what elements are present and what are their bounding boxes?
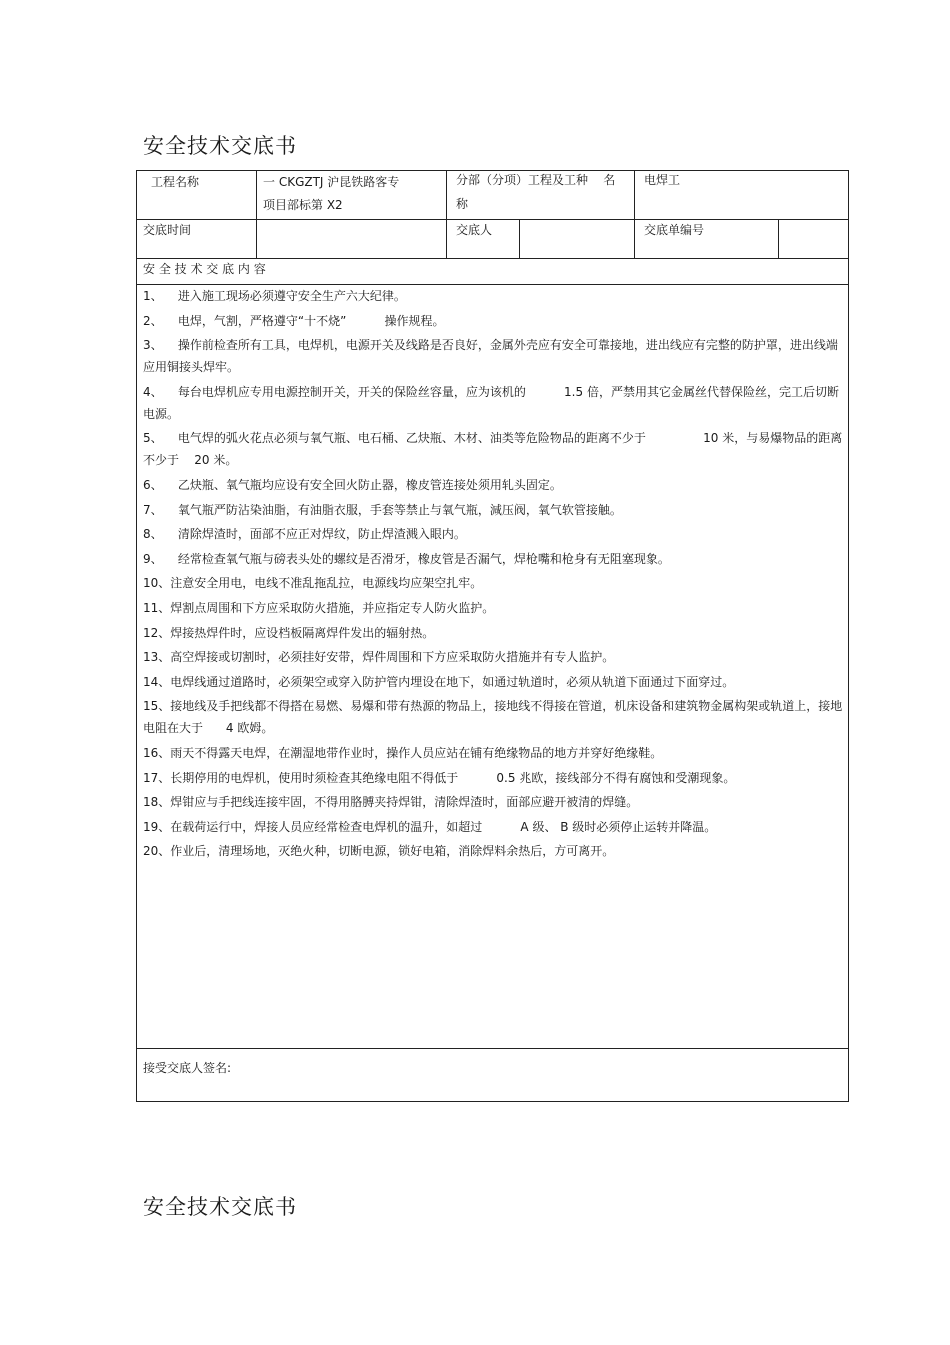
time-label: 交底时间 [143,223,192,237]
division-label-line1: 分部（分项）工程及工种 名 [456,173,616,187]
division-value: 电焊工 [644,173,681,187]
document-title: 安全技术交底书 [143,134,297,158]
list-item: 6、 乙炔瓶、氧气瓶均应设有安全回火防止器，橡皮管连接处须用轧头固定。 [143,477,562,492]
list-item: 2、 电焊，气割，严格遵守“十不烧” 操作规程。 [143,313,445,328]
person-label: 交底人 [456,223,493,237]
list-item: 4、 每台电焊机应专用电源控制开关，开关的保险丝容量，应为该机的 1.5 倍，严禁用其它金属丝代替保险丝，完工后切断电源。 [143,384,839,421]
list-item: 11、焊割点周围和下方应采取防火措施，并应指定专人防火监护。 [143,600,495,615]
project-name-value-line1: 一 CKGZTJ 沪昆铁路客专 [263,175,400,189]
row-divider [137,1048,848,1049]
col-divider [634,171,635,258]
signature-label: 接受交底人签名: [143,1061,232,1075]
list-item: 14、电焊线通过道路时，必须架空或穿入防护管内埋设在地下，如通过轨道时，必须从轨道下面通过下面穿过。 [143,674,735,689]
document-title-second: 安全技术交底书 [143,1195,297,1219]
col-divider [446,171,447,258]
col-divider [519,219,520,258]
col-divider [778,219,779,258]
project-name-label: 工程名称 [151,175,200,189]
list-item: 5、 电气焊的弧火花点必须与氧气瓶、电石桶、乙炔瓶、木材、油类等危险物品的距离不少于 10 米，与易爆物品的距离不少于 20 米。 [143,431,843,468]
list-item: 12、焊接热焊件时，应设档板隔离焊件发出的辐射热。 [143,625,435,640]
list-item: 10、注意安全用电，电线不准乱拖乱拉，电源线均应架空扎牢。 [143,576,483,591]
section-title: 安 全 技 术 交 底 内 容 [143,262,266,276]
col-divider [256,171,257,258]
list-item: 17、长期停用的电焊机，使用时须检查其绝缘电阻不得低于 0.5 兆欧，接线部分不得有腐蚀和受潮现象。 [143,770,736,785]
list-item: 16、雨天不得露天电焊，在潮湿地带作业时，操作人员应站在铺有绝缘物品的地方并穿好绝缘鞋。 [143,745,663,760]
project-name-value-line2: 项目部标第 X2 [263,198,343,212]
disclosure-form-table [136,170,849,1102]
list-item: 20、作业后，清理场地，灭绝火种，切断电源，锁好电箱，消除焊料余热后，方可离开。 [143,844,615,859]
row-divider [137,219,848,220]
list-item: 19、在载荷运行中，焊接人员应经常检查电焊机的温升，如超过 A 级、 B 级时必须停止运转并降温。 [143,819,717,834]
list-item: 1、 进入施工现场必须遵守安全生产六大纪律。 [143,289,406,303]
list-item: 15、接地线及手把线都不得搭在易燃、易爆和带有热源的物品上，接地线不得接在管道，机床设备和建筑物金属构架或轨道上，接地电阻在大于 4 欧姆。 [143,699,843,736]
list-item: 18、焊钳应与手把线连接牢固，不得用胳膊夹持焊钳，清除焊渣时，面部应避开被清的焊缝。 [143,795,639,810]
list-item: 13、高空焊接或切割时，必须挂好安带，焊件周围和下方应采取防火措施并有专人监护。 [143,650,615,665]
list-item: 8、 清除焊渣时，面部不应正对焊纹，防止焊渣溅入眼内。 [143,527,466,542]
division-label-line2: 称 [456,197,469,211]
list-item: 9、 经常检查氧气瓶与磅表头处的螺纹是否滑牙，橡皮管是否漏气，焊枪嘴和枪身有无阻塞现象。 [143,551,670,566]
number-label: 交底单编号 [644,223,705,237]
list-item: 3、 操作前检查所有工具，电焊机，电源开关及线路是否良好，金属外壳应有安全可靠接地，进出线应有完整的防护罩，进出线端应用铜接头焊牢。 [143,338,838,375]
disclosure-items [143,285,843,865]
list-item: 7、 氧气瓶严防沾染油脂，有油脂衣服，手套等禁止与氧气瓶，減压阀，氧气软管接触。 [143,502,622,517]
